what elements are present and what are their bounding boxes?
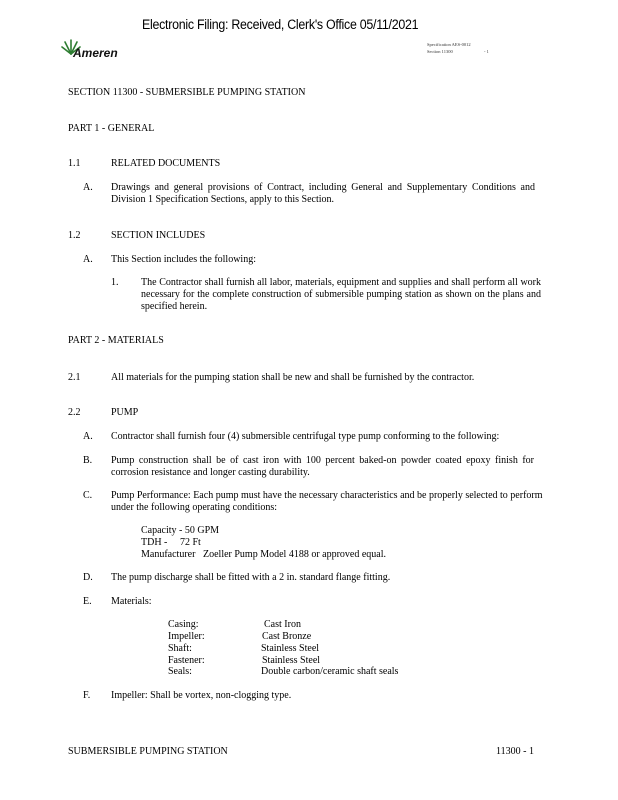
ameren-logo [61, 38, 121, 60]
s1-2-title: SECTION INCLUDES [111, 230, 206, 241]
s2-2-title: PUMP [111, 407, 139, 418]
s1-1-a-text: Drawings and general provisions of Contract, including General and Supplementary Conditions and Division 1 Specification Sections, apply to this Section. [111, 182, 535, 205]
part1-title: PART 1 - GENERAL [68, 123, 155, 134]
s2-1-num: 2.1 [68, 372, 81, 383]
material-part: Seals: [168, 666, 192, 677]
s2-2-a-label: A. [83, 431, 93, 442]
s2-2-d-label: D. [83, 572, 93, 583]
s2-1-text: All materials for the pumping station shall be new and shall be furnished by the contractor. [111, 372, 475, 383]
s1-1-title: RELATED DOCUMENTS [111, 158, 221, 169]
s1-2-item1-label: 1. [111, 277, 119, 288]
condition-tdh-key: TDH - [141, 537, 168, 548]
s1-2-item1-text: The Contractor shall furnish all labor, materials, equipment and supplies and shall perform all work necessary for the complete construction of submersible pumping station as shown on the plans and specified herein. [141, 277, 541, 312]
part2-title: PART 2 - MATERIALS [68, 335, 164, 346]
material-value: Stainless Steel [262, 655, 321, 666]
material-value: Cast Bronze [262, 631, 312, 642]
material-part: Impeller: [168, 631, 205, 642]
spec-ref-line1: Specification AES-0012 [427, 42, 471, 47]
material-part: Fastener: [168, 655, 205, 666]
s2-2-b-label: B. [83, 455, 93, 466]
ameren-logo-text: Ameren [73, 46, 118, 60]
material-value: Double carbon/ceramic shaft seals [261, 666, 399, 677]
footer-page-number: 11300 - 1 [496, 746, 534, 757]
s2-2-f-text: Impeller: Shall be vortex, non-clogging type. [111, 690, 292, 701]
condition-capacity: Capacity - 50 GPM [141, 525, 220, 536]
spec-ref-line2: Section 11300 [427, 49, 453, 54]
s2-2-f-label: F. [83, 690, 91, 701]
condition-manufacturer-value: Zoeller Pump Model 4188 or approved equal. [203, 549, 387, 560]
material-value: Stainless Steel [261, 643, 320, 654]
footer-title: SUBMERSIBLE PUMPING STATION [68, 746, 228, 757]
s2-2-a-text: Contractor shall furnish four (4) submersible centrifugal type pump conforming to the following: [111, 431, 500, 442]
s1-2-num: 1.2 [68, 230, 81, 241]
material-value: Cast Iron [264, 619, 301, 630]
s2-2-e-text: Materials: [111, 596, 152, 607]
section-title: SECTION 11300 - SUBMERSIBLE PUMPING STATION [68, 87, 306, 98]
s2-2-c-label: C. [83, 490, 93, 501]
s2-2-d-text: The pump discharge shall be fitted with a 2 in. standard flange fitting. [111, 572, 391, 583]
s2-2-c-text: Pump Performance: Each pump must have the necessary characteristics and be properly selected to perform under the following operating conditions: [111, 490, 543, 513]
s2-2-num: 2.2 [68, 407, 81, 418]
filing-stamp: Electronic Filing: Received, Clerk's Office 05/11/2021 [142, 17, 419, 32]
spec-ref-page: - 1 [484, 49, 489, 54]
s2-2-b-text: Pump construction shall be of cast iron with 100 percent baked-on powder coated epoxy finish for corrosion resistance and longer casting durability. [111, 455, 534, 478]
s1-1-num: 1.1 [68, 158, 81, 169]
condition-manufacturer-key: Manufacturer [141, 549, 196, 560]
condition-tdh-value: 72 Ft [180, 537, 201, 548]
material-part: Casing: [168, 619, 199, 630]
s1-1-a-label: A. [83, 182, 93, 193]
s2-2-e-label: E. [83, 596, 92, 607]
material-part: Shaft: [168, 643, 192, 654]
s1-2-a-label: A. [83, 254, 93, 265]
s1-2-a-text: This Section includes the following: [111, 254, 256, 265]
